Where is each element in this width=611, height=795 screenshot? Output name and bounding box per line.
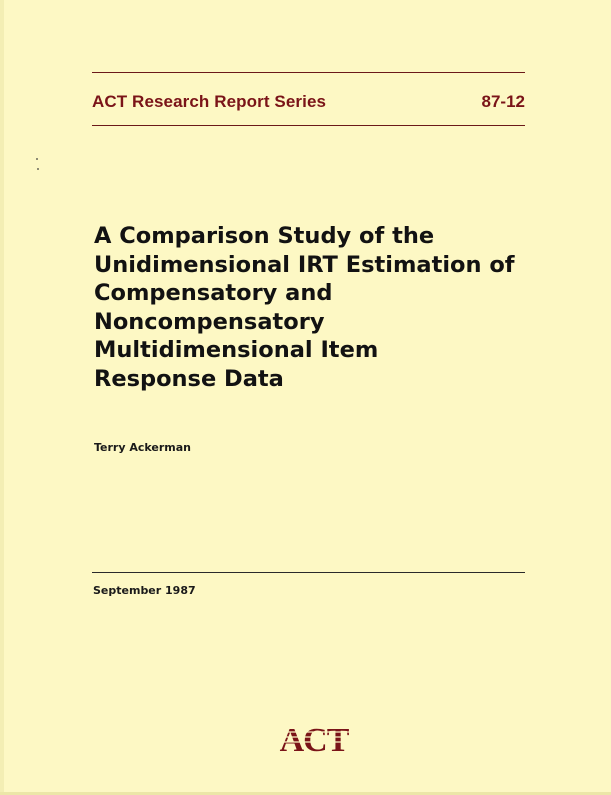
title-line: Noncompensatory [94,308,325,335]
scan-speck [37,168,39,170]
author-name: Terry Ackerman [94,441,192,454]
header-bottom-rule [92,125,525,126]
header-top-rule [92,72,525,73]
series-title: ACT Research Report Series [92,92,327,111]
act-logo [262,722,366,758]
publication-date: September 1987 [93,584,196,597]
report-title [94,222,534,394]
scan-speck [36,158,38,160]
date-rule [92,572,525,573]
title-line: Response Data [94,365,284,392]
title-line: Multidimensional Item [94,337,379,364]
title-line: A Comparison Study of the [94,223,435,249]
report-number: 87-12 [481,92,525,111]
title-line: Compensatory and [94,280,333,307]
title-line: Unidimensional IRT Estimation of [94,251,515,278]
act-logo-text: ACT [279,722,349,758]
scan-edge [0,0,4,795]
